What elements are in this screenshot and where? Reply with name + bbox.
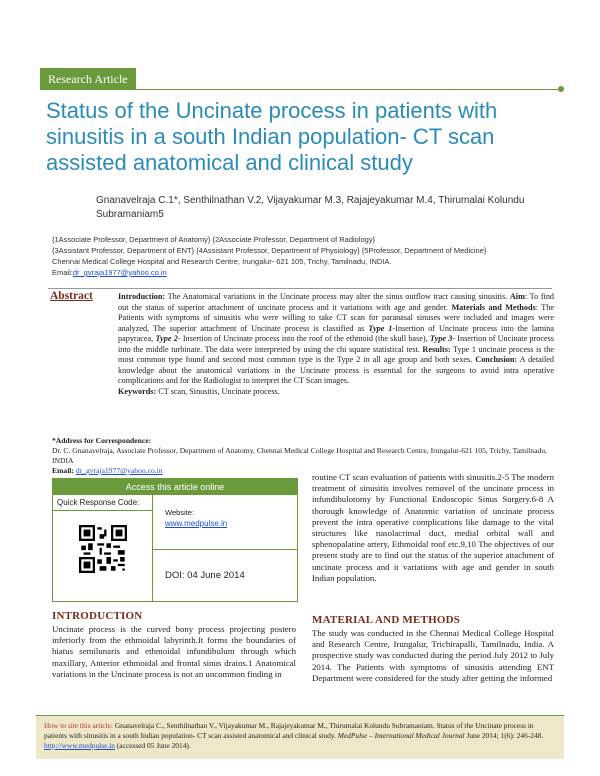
results-text: Type 1 uncinate process is the most common type found and second most common type is the Type 2 in all age group and both sexes. [118, 344, 554, 364]
affiliation-line-2: {3Assistant Professor, Department of ENT} {4Assistant Professor, Department of Physiology} {5Professor, Department of Medicine} [52, 246, 487, 255]
methods-label: Materials and Methods [451, 302, 536, 312]
qr-code-icon[interactable] [79, 525, 127, 573]
citation-details: June 2014; 1(6): 246-248. [464, 731, 544, 740]
author-list: Gnanavelraja C.1*, Senthilnathan V.2, Vijayakumar M.3, Rajajeyakumar M.4, Thirumalai Kolundu Subramaniam5 [96, 195, 525, 220]
citation-url-link[interactable]: http://www.medpulse.in [44, 741, 115, 750]
type1-text: -Insertion of Uncinate process into the lamina papyracea, [118, 323, 554, 343]
access-online-box [52, 478, 298, 602]
aim-label: Aim [509, 292, 525, 301]
abstract-body [118, 292, 554, 397]
qr-code-cell [53, 511, 153, 601]
results-label: Results: [422, 344, 451, 354]
correspondence-email-link[interactable]: dr_gvraja1977@yahoo.co.in [75, 466, 163, 475]
keywords-label: Keywords: [118, 386, 157, 396]
introduction-text: Uncinate process is the curved bony process projecting postero inferiorly from the ethmoidal labyrinth.It forms the boundaries of hiatus semilunaris and ethmoidal infundibulum through which maxillary, Anterior ethmoidal and frontal sinus drains.1 Anatomical variations in the Uncinate process is not an uncommon finding in [52, 624, 296, 679]
correspondence-address: Dr. C. Gnanavelraja, Associate Professor, Department of Anatomy, Chennai Medical College Hospital and Research Centre, Irungalur-621 105, Trichy, Tamilnadu, INDIA [52, 446, 547, 465]
affiliation-line-1: {1Associate Professor, Department of Anatomy} {2Associate Professor, Department of Radiology} [52, 235, 376, 244]
affiliations [52, 234, 562, 278]
article-title: Status of the Uncinate process in patients with sinusitis in a south Indian population- CT scan assisted anatomical and clinical study [46, 98, 498, 175]
website-block [165, 507, 227, 529]
citation-accessed: (accessed 05 June 2014). [114, 741, 191, 750]
doi-cell: DOI: 04 June 2014 [153, 549, 297, 601]
conclusion-text: A detailed knowledge about the anatomical variations in the Uncinate process is essential for the surgeons to avoid intra operative complications and for the Radiologist to interpret the CT Scan images. [118, 355, 555, 385]
methods-text: The study was conducted in the Chennai Medical College Hospital and Research Centre, Irungalur, Trichirapalli, Tamilnadu, India. A prospective study was conducted during the period July 2012 to July 2014. The Patients with symptoms of sinusitis attending ENT Department were considered for the study after getting the informed [312, 628, 554, 683]
methods-text: : The Patients with symptoms of sinusitis who were willing to take CT scan for paranasal sinuses were included and images were analyzed, The superior attachment of Uncinate process is classified as [118, 302, 555, 333]
intro-text: The Anatomical variations in the Uncinate process may alter the sinus outflow tract causing sinusitis. [165, 292, 508, 301]
correspondence-email-label: Email: [52, 466, 74, 475]
keywords-text: CT scan, Sinusitis, Uncinate process. [156, 386, 280, 396]
type1-label: Type 1 [368, 323, 393, 333]
methods-heading: MATERIAL AND METHODS [312, 614, 461, 626]
author-email-link[interactable]: dr_gvraja1977@yahoo.co.in [72, 268, 167, 277]
type3-label: Type 3 [429, 334, 453, 343]
citation-label: How to site this article: [44, 721, 113, 730]
journal-name: MedPulse – International Medical Journal [337, 731, 465, 740]
introduction-heading: INTRODUCTION [52, 610, 143, 622]
affiliation-line-3: Chennai Medical College Hospital and Research Centre, Irungalur- 621 105, Trichy, Tamilnadu, INDIA. [52, 257, 392, 266]
abstract-heading: Abstract [50, 290, 93, 302]
website-label: Website: [165, 508, 195, 517]
intro-label: Introduction: [118, 292, 166, 301]
qr-code-label: Quick Response Code: [53, 495, 153, 511]
correspondence-label: *Address for Correspondence: [52, 436, 152, 445]
right-column-text: routine CT scan evaluation of patients with sinusitis.2-5 The modern treatment of sinusitis involves removel of the uncinate process in infundibulotomy by Functional Endoscopic Sinus Surgery.6-8 A thorough knowledge of Anatomic variation of uncinate process prevent the intra operative complications like damage to the vital structures like nasolacrimal duct, medial orbital wall and sphenopalatine artery, Ethmoidal roof etc.9,10 The objectives of our present study are to find out the status of the superior attachment of uncinate process and it variations with age and gender in south Indian population. [312, 472, 554, 583]
header-rule [40, 89, 560, 90]
citation-text: Gnanavelraja C., Senthilnathan V., Vijayakumar M., Rajajeyakumar M., Thirumalai Kolundu Subramaniam. Status of the Uncinate process in patients with sinusitis in a south Indian population- CT scan assisted anatomical and clinical study. [44, 721, 534, 740]
article-type-badge: Research Article [40, 68, 136, 90]
affiliation-email-row [52, 267, 562, 278]
citation-box [36, 715, 564, 759]
type3-text: - Insertion of Uncinate process into the middle turbinate. The data were interpreted by using the chi square statistical test. [118, 334, 554, 354]
conclusion-label: Conclusion: [475, 355, 518, 364]
website-link[interactable]: www.medpulse.in [165, 519, 228, 528]
type2-label: Type 2 [155, 334, 178, 343]
section-divider [48, 288, 552, 289]
email-label: Email: [52, 268, 73, 277]
type2-text: - Insertion of Uncinate process into the roof of the ethmoid (the skull base), [177, 334, 430, 343]
aim-text: : To find out the status of superior attachment of uncinate process and it variations with age and gender. [118, 292, 555, 312]
access-box-heading: Access this article online [53, 479, 297, 495]
